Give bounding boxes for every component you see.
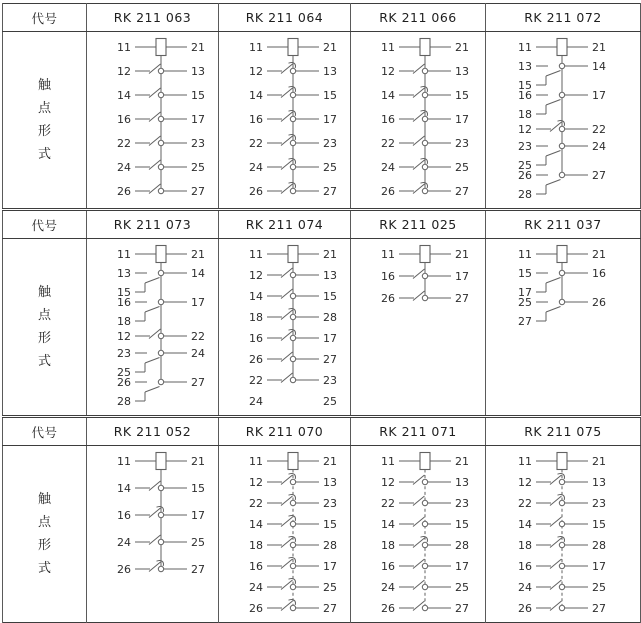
contact-form-label-cell [3,32,87,210]
terminal-label: 11 [381,455,395,468]
terminal-label: 28 [455,539,469,552]
terminal-label: 26 [117,376,131,389]
terminal-label: 28 [117,395,131,408]
diagram-rk-211-063 [87,34,237,205]
terminal-label: 17 [191,509,205,522]
changeover-contact-26-27-28 [117,376,205,408]
terminal-label: 26 [381,185,395,198]
model-name-cell: RK 211 071 [351,417,486,446]
diagram-cell-rk-211-025 [351,239,486,417]
terminal-label: 26 [249,185,263,198]
terminal-label: 17 [518,286,532,299]
terminal-label: 13 [455,65,469,78]
coil-row-11-21 [249,246,337,263]
terminal-label: 16 [518,560,532,573]
terminal-label: 22 [117,137,131,150]
terminal-label: 26 [592,296,606,309]
diagram-cell-rk-211-052 [87,446,219,623]
terminal-label: 24 [191,347,205,360]
terminal-label: 24 [381,161,395,174]
diagram-rk-211-052 [87,448,237,583]
terminal-label: 13 [323,65,337,78]
coil-row-11-21 [381,246,469,263]
terminal-label: 18 [381,539,395,552]
terminal-label: 17 [191,113,205,126]
coil-row-11-21 [518,453,606,470]
diagram-rk-211-073 [87,241,237,415]
terminal-label: 21 [455,41,469,54]
terminal-label: 24 [381,581,395,594]
diagram-cell-rk-211-075 [486,446,641,623]
terminal-label: 27 [455,602,469,615]
contact-form-char: 触 [37,492,51,507]
terminal-label: 24 [117,161,131,174]
model-name-cell: RK 211 075 [486,417,641,446]
terminal-label: 23 [323,374,337,387]
terminal-label: 14 [592,60,606,73]
diagram-rk-211-066 [351,34,501,205]
diagram-cell-rk-211-066 [351,32,486,210]
terminal-label: 24 [249,581,263,594]
terminal-label: 27 [323,602,337,615]
terminal-label: 15 [117,286,131,299]
contact-form-char: 点 [37,308,51,323]
diagram-cell-rk-211-071 [351,446,486,623]
terminal-label: 17 [323,332,337,345]
terminal-label: 22 [249,374,263,387]
terminal-label: 17 [455,113,469,126]
terminal-label: 16 [381,560,395,573]
terminal-label: 17 [455,560,469,573]
terminal-label: 23 [455,137,469,150]
normally-open-contact-14-15 [518,517,606,531]
terminal-label: 27 [191,563,205,576]
terminal-label: 23 [518,140,532,153]
terminal-label: 14 [117,89,131,102]
diagram-cell-rk-211-073 [87,239,219,417]
diagram-cell-rk-211-064 [219,32,351,210]
terminal-label: 17 [323,560,337,573]
terminal-label: 14 [381,518,395,531]
diagram-rk-211-074 [219,241,369,415]
terminal-label: 25 [592,581,606,594]
coil-row-11-21 [249,453,337,470]
contact-form-char: 形 [37,124,51,139]
terminal-label: 27 [455,292,469,305]
terminal-label: 21 [323,455,337,468]
terminal-label: 15 [323,290,337,303]
terminal-label: 21 [592,455,606,468]
coil-row-11-21 [117,246,205,263]
terminal-label: 18 [117,315,131,328]
terminal-label: 15 [518,79,532,92]
normally-closed-contact-22-23 [518,494,606,510]
terminal-label: 24 [592,140,606,153]
terminal-label: 25 [191,161,205,174]
terminal-label: 26 [249,602,263,615]
terminal-label: 16 [117,509,131,522]
changeover-contact-25-26-27 [518,296,606,328]
terminal-label: 23 [117,347,131,360]
normally-open-contact-26-27 [381,601,469,615]
terminal-label: 23 [323,497,337,510]
terminal-label: 14 [249,518,263,531]
contact-configuration-table [2,3,641,623]
contact-form-char: 形 [37,538,51,553]
terminal-label: 16 [381,113,395,126]
terminal-label: 27 [191,185,205,198]
terminal-label: 25 [518,159,532,172]
terminal-label: 13 [323,476,337,489]
terminal-label: 13 [518,60,532,73]
terminal-label: 25 [455,161,469,174]
terminal-label: 17 [592,560,606,573]
terminal-label: 11 [518,248,532,261]
terminal-label: 18 [249,539,263,552]
terminal-label: 12 [518,123,532,136]
terminal-label: 24 [518,581,532,594]
terminal-label: 11 [117,248,131,261]
terminal-label: 16 [592,267,606,280]
terminal-label: 21 [323,41,337,54]
coil-row-11-21 [117,39,205,56]
terminal-label: 28 [592,539,606,552]
normally-open-contact-26-27 [518,601,606,615]
diagram-cell-rk-211-074 [219,239,351,417]
terminal-label: 13 [323,269,337,282]
terminal-label: 15 [455,89,469,102]
terminal-label: 25 [323,395,337,408]
group-1-header-row [3,4,641,32]
terminal-label: 11 [381,41,395,54]
terminal-label: 12 [381,476,395,489]
terminal-label: 14 [249,290,263,303]
terminal-label: 26 [117,563,131,576]
terminal-label: 11 [518,455,532,468]
terminal-label: 13 [592,476,606,489]
terminal-label: 26 [518,169,532,182]
contact-form-label-cell [3,446,87,623]
normally-open-contact-14-15 [381,517,469,531]
changeover-contact-26-27-28 [518,169,606,201]
model-name-cell: RK 211 037 [486,210,641,239]
terminal-label: 22 [381,137,395,150]
terminal-label: 16 [249,113,263,126]
normally-closed-contact-14-15 [249,515,337,531]
terminal-label: 14 [518,518,532,531]
diagram-rk-211-072 [488,34,638,208]
terminal-label: 18 [518,539,532,552]
terminal-label: 22 [249,137,263,150]
terminal-label: 24 [117,536,131,549]
terminal-label: 27 [455,185,469,198]
terminal-label: 17 [592,89,606,102]
terminal-label: 15 [323,89,337,102]
terminal-label: 16 [518,89,532,102]
diagram-rk-211-075 [488,448,638,622]
terminal-pair-24-25 [249,395,337,408]
terminal-label: 14 [249,89,263,102]
terminal-label: 22 [249,497,263,510]
diagram-cell-rk-211-070 [219,446,351,623]
model-name-cell: RK 211 073 [87,210,219,239]
group-3-header-row [3,417,641,446]
terminal-label: 24 [249,161,263,174]
terminal-label: 14 [381,89,395,102]
terminal-label: 16 [249,560,263,573]
terminal-label: 22 [518,497,532,510]
contact-form-char: 式 [37,561,51,576]
terminal-label: 11 [117,455,131,468]
diagram-rk-211-064 [219,34,369,205]
terminal-label: 13 [191,65,205,78]
contact-form-char: 触 [37,78,51,93]
contact-form-char: 式 [37,147,51,162]
contact-form-char: 点 [37,101,51,116]
terminal-label: 21 [592,248,606,261]
group-2-diagram-row [3,239,641,417]
terminal-label: 16 [381,270,395,283]
diagram-rk-211-071 [351,448,501,622]
contact-form-char: 式 [37,354,51,369]
terminal-label: 12 [249,269,263,282]
terminal-label: 27 [191,376,205,389]
contact-form-char: 形 [37,331,51,346]
diagram-rk-211-070 [219,448,369,622]
terminal-label: 12 [117,65,131,78]
terminal-label: 25 [518,296,532,309]
terminal-label: 12 [249,476,263,489]
diagram-rk-211-037 [488,241,638,335]
contact-form-vertical-label [3,446,86,622]
model-name-cell: RK 211 063 [87,4,219,32]
terminal-label: 15 [518,267,532,280]
terminal-label: 11 [249,455,263,468]
terminal-label: 26 [381,292,395,305]
terminal-label: 21 [191,248,205,261]
code-header-cell: 代号 [3,4,87,32]
contact-form-label-cell [3,239,87,417]
terminal-label: 27 [518,315,532,328]
terminal-label: 17 [191,296,205,309]
terminal-label: 24 [249,395,263,408]
terminal-label: 13 [455,476,469,489]
model-name-cell: RK 211 052 [87,417,219,446]
terminal-label: 26 [249,353,263,366]
terminal-label: 25 [323,161,337,174]
contact-form-vertical-label [3,32,86,208]
terminal-label: 11 [117,41,131,54]
contact-form-char: 触 [37,285,51,300]
terminal-label: 25 [455,581,469,594]
coil-row-11-21 [518,246,606,263]
model-name-cell: RK 211 070 [219,417,351,446]
group-1-diagram-row [3,32,641,210]
terminal-label: 12 [381,65,395,78]
terminal-label: 21 [323,248,337,261]
terminal-label: 21 [455,455,469,468]
terminal-label: 15 [455,518,469,531]
coil-row-11-21 [249,39,337,56]
terminal-label: 16 [117,113,131,126]
terminal-label: 23 [323,137,337,150]
terminal-label: 11 [249,248,263,261]
coil-row-11-21 [117,453,205,470]
code-header-cell: 代号 [3,417,87,446]
terminal-label: 28 [323,311,337,324]
terminal-label: 22 [381,497,395,510]
terminal-label: 26 [518,602,532,615]
group-3-diagram-row [3,446,641,623]
terminal-label: 14 [117,482,131,495]
terminal-label: 28 [518,188,532,201]
model-name-cell: RK 211 064 [219,4,351,32]
terminal-label: 22 [191,330,205,343]
terminal-label: 27 [323,185,337,198]
terminal-label: 15 [191,482,205,495]
terminal-label: 26 [117,185,131,198]
terminal-label: 21 [191,455,205,468]
terminal-label: 11 [381,248,395,261]
terminal-label: 23 [592,497,606,510]
group-2-header-row [3,210,641,239]
coil-row-11-21 [381,39,469,56]
terminal-label: 25 [191,536,205,549]
terminal-label: 12 [117,330,131,343]
contact-form-char: 点 [37,515,51,530]
coil-row-11-21 [381,453,469,470]
terminal-label: 25 [117,366,131,379]
model-name-cell: RK 211 025 [351,210,486,239]
code-header-cell: 代号 [3,210,87,239]
terminal-label: 16 [249,332,263,345]
diagram-cell-rk-211-063 [87,32,219,210]
diagram-cell-rk-211-072 [486,32,641,210]
terminal-label: 12 [518,476,532,489]
terminal-label: 15 [323,518,337,531]
terminal-label: 17 [455,270,469,283]
normally-closed-contact-22-23 [249,494,337,510]
coil-row-11-21 [518,39,606,56]
terminal-label: 23 [191,137,205,150]
terminal-label: 26 [381,602,395,615]
model-name-cell: RK 211 072 [486,4,641,32]
terminal-label: 27 [592,169,606,182]
terminal-label: 17 [323,113,337,126]
model-name-cell: RK 211 074 [219,210,351,239]
terminal-label: 18 [249,311,263,324]
terminal-label: 25 [323,581,337,594]
terminal-label: 21 [592,41,606,54]
normally-closed-contact-26-27 [249,599,337,615]
terminal-label: 15 [191,89,205,102]
diagram-cell-rk-211-037 [486,239,641,417]
terminal-label: 11 [518,41,532,54]
terminal-label: 13 [117,267,131,280]
normally-closed-contact-24-25 [249,578,337,594]
contact-form-vertical-label [3,239,86,415]
terminal-label: 28 [323,539,337,552]
model-name-cell: RK 211 066 [351,4,486,32]
terminal-label: 27 [323,353,337,366]
terminal-label: 15 [592,518,606,531]
terminal-label: 11 [249,41,263,54]
terminal-label: 21 [455,248,469,261]
terminal-label: 14 [191,267,205,280]
terminal-label: 23 [455,497,469,510]
terminal-label: 18 [518,108,532,121]
terminal-label: 27 [592,602,606,615]
terminal-label: 16 [117,296,131,309]
terminal-label: 22 [592,123,606,136]
terminal-label: 21 [191,41,205,54]
diagram-rk-211-025 [351,241,501,312]
terminal-label: 12 [249,65,263,78]
